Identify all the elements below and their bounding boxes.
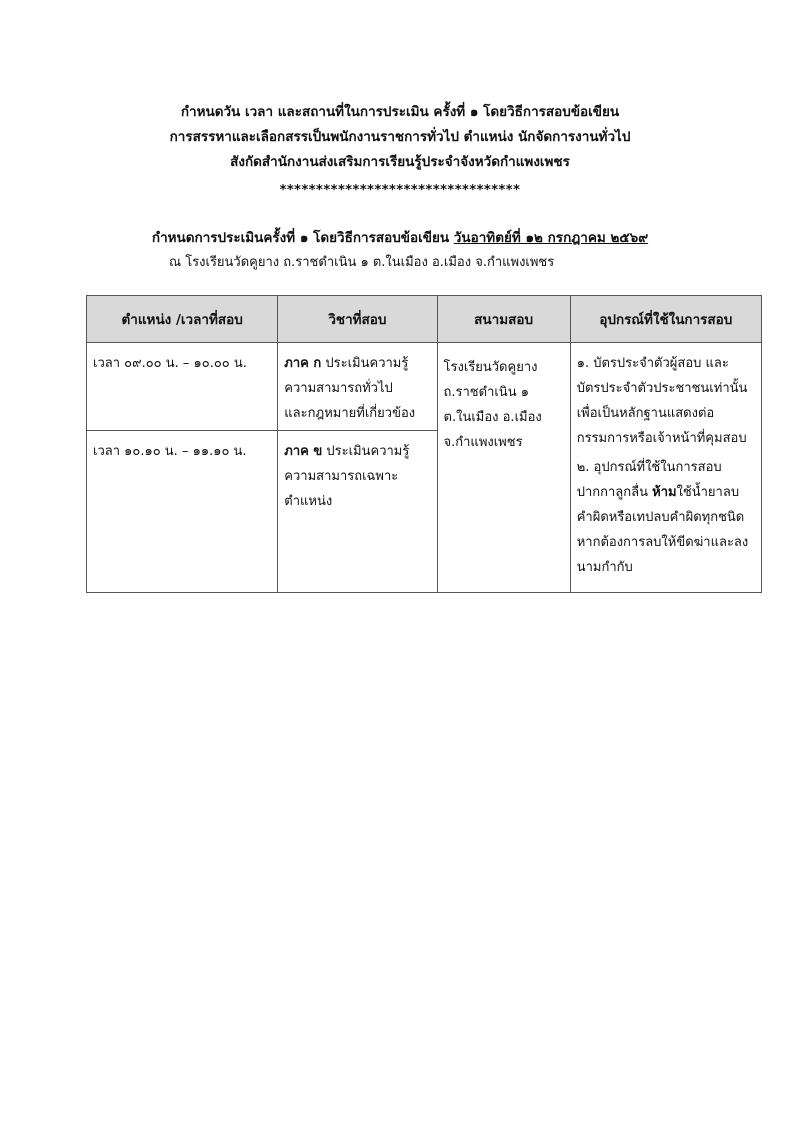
schedule-line — [0, 226, 800, 248]
subject-part: ภาค ข — [284, 444, 323, 459]
subject-line: ตำแหน่ง — [284, 494, 333, 509]
venue-line: ณ โรงเรียนวัดคูยาง ถ.ราชดำเนิน ๑ ต.ในเมือง อ.เมือง จ.กำแพงเพชร — [169, 255, 555, 270]
equipment-line: คำผิดหรือเทปลบคำผิดทุกชนิด — [576, 510, 745, 525]
exam-schedule-table — [86, 295, 762, 593]
subject-text: ประเมินความรู้ — [322, 444, 410, 459]
subject-line — [284, 439, 431, 464]
schedule-date: วันอาทิตย์ที่ ๑๒ กรกฎาคม ๒๕๖๙ — [453, 230, 649, 246]
subject-line: ความสามารถเฉพาะ — [284, 469, 399, 484]
title-line-2: การสรรหาและเลือกสรรเป็นพนักงานราชการทั่วไป ตำแหน่ง นักจัดการงานทั่วไป — [169, 129, 631, 145]
location-cell — [437, 343, 570, 593]
equipment-line: กรรมการหรือเจ้าหน้าที่คุมสอบ — [576, 431, 747, 446]
header-equipment: อุปกรณ์ที่ใช้ในการสอบ — [570, 296, 761, 343]
equipment-line — [577, 480, 756, 505]
subject-line: ความสามารถทั่วไป — [284, 381, 393, 396]
time-text: เวลา ๑๐.๑๐ น. – ๑๑.๑๐ น. — [93, 444, 247, 459]
time-text: เวลา ๐๙.๐๐ น. – ๑๐.๐๐ น. — [93, 356, 247, 371]
subject-line: และกฎหมายที่เกี่ยวข้อง — [284, 406, 416, 421]
equipment-line: ๑. บัตรประจำตัวผู้สอบ และ — [576, 356, 729, 371]
prohibited-word: ห้าม — [652, 485, 677, 500]
subject-line — [284, 351, 431, 376]
equipment-line: นามกำกับ — [576, 560, 633, 575]
equipment-cell — [570, 343, 761, 593]
equipment-line: เพื่อเป็นหลักฐานแสดงต่อ — [576, 406, 715, 421]
subject-part: ภาค ก — [284, 356, 322, 371]
header-subject: วิชาที่สอบ — [278, 296, 437, 343]
subject-text: ประเมินความรู้ — [321, 356, 409, 371]
table-row — [87, 343, 762, 431]
title-line-1: กำหนดวัน เวลา และสถานที่ในการประเมิน ครั้งที่ ๑ โดยวิธีการสอบข้อเขียน — [180, 104, 620, 120]
time-cell — [87, 343, 278, 431]
equipment-line: บัตรประจำตัวประชาชนเท่านั้น — [576, 381, 748, 396]
title-line-3: สังกัดสำนักงานส่งเสริมการเรียนรู้ประจำจังหวัดกำแพงเพชร — [230, 154, 570, 170]
time-cell — [87, 431, 278, 593]
location-line: จ.กำแพงเพชร — [443, 435, 523, 450]
equipment-line: ๒. อุปกรณ์ที่ใช้ในการสอบ — [576, 460, 722, 475]
location-line: โรงเรียนวัดคูยาง — [443, 360, 538, 375]
subject-cell — [278, 343, 437, 431]
location-line: ถ.ราชดำเนิน ๑ — [443, 385, 529, 400]
schedule-prefix: กำหนดการประเมินครั้งที่ ๑ โดยวิธีการสอบข้อเขียน — [151, 230, 454, 246]
equipment-text: ใช้น้ำยาลบ — [676, 485, 740, 500]
header-location: สนามสอบ — [437, 296, 570, 343]
table-header-row — [87, 296, 762, 343]
star-divider: ********************************* — [279, 183, 521, 198]
subject-cell — [278, 431, 437, 593]
header-time: ตำแหน่ง /เวลาที่สอบ — [87, 296, 278, 343]
equipment-text: ปากกาลูกลื่น — [576, 485, 653, 500]
equipment-line: หากต้องการลบให้ขีดฆ่าและลง — [576, 535, 749, 550]
location-line: ต.ในเมือง อ.เมือง — [443, 410, 542, 425]
